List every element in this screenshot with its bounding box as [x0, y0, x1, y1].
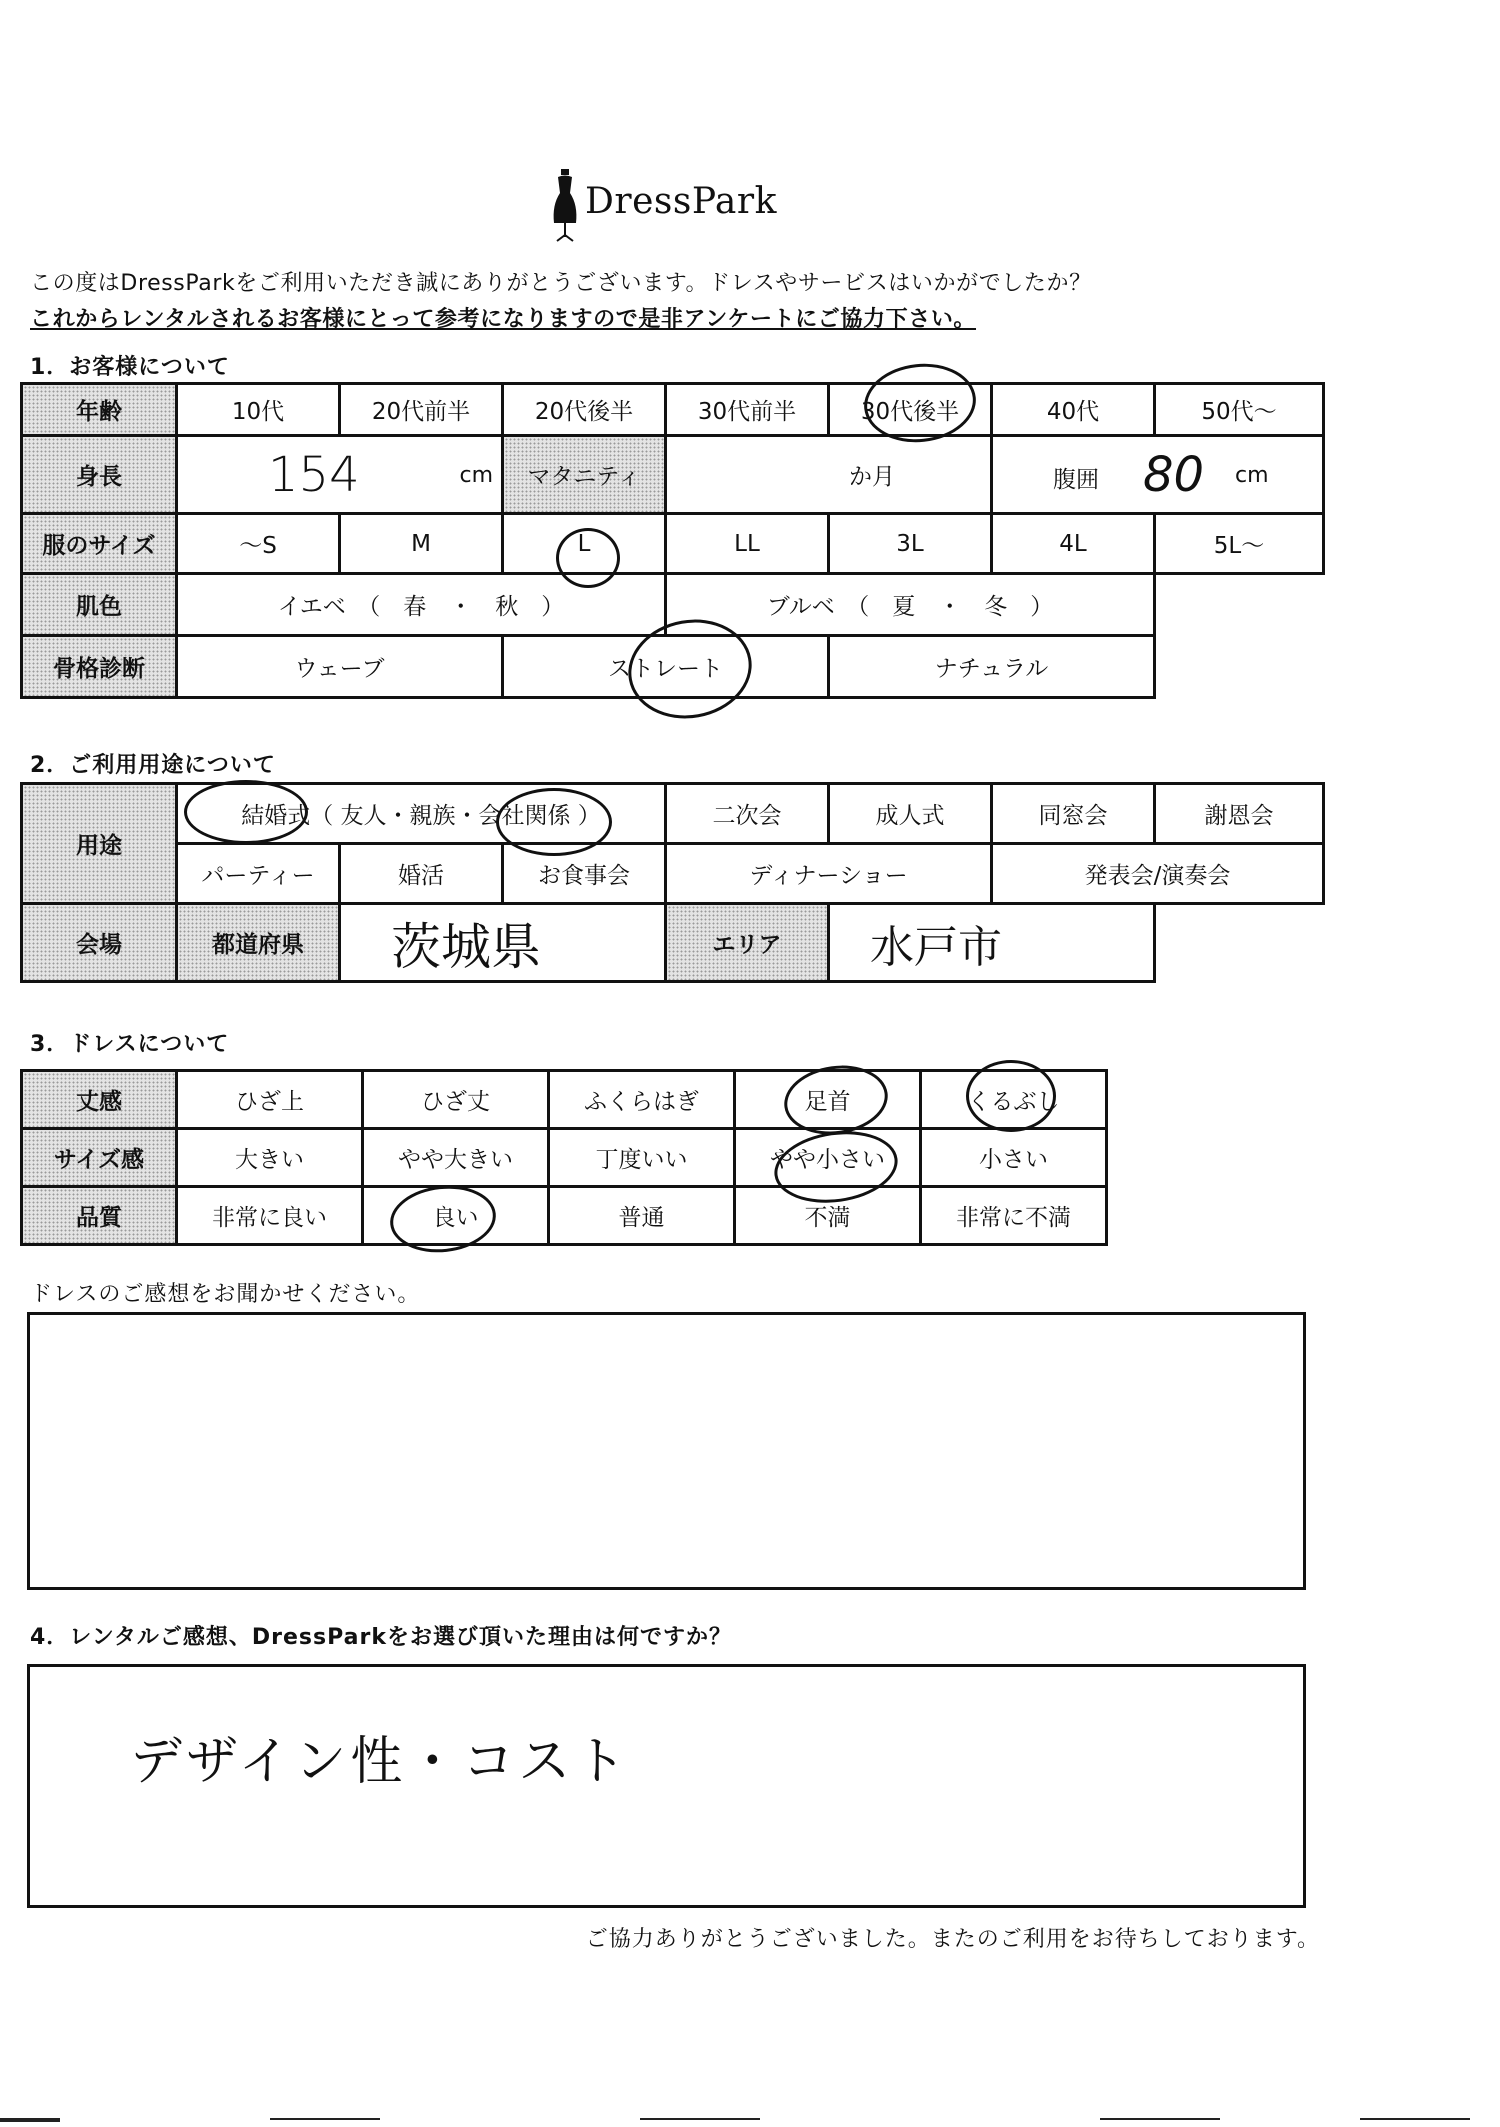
- brand-name: DressPark: [585, 181, 777, 222]
- purpose-option[interactable]: 婚活: [340, 844, 503, 904]
- size-row: [22, 514, 1324, 574]
- brand-logo: [545, 165, 805, 245]
- age-option[interactable]: 40代: [992, 384, 1155, 436]
- prefecture-value: 茨城県: [391, 917, 541, 976]
- age-option[interactable]: 30代前半: [666, 384, 829, 436]
- skin-label: 肌色: [22, 574, 177, 636]
- purpose-option[interactable]: ディナーショー: [666, 844, 992, 904]
- section-4-title: 4．レンタルご感想、DressParkをお選び頂いた理由は何ですか？: [30, 1625, 732, 1650]
- age-option[interactable]: 20代前半: [340, 384, 503, 436]
- fit-option[interactable]: 小さい: [921, 1129, 1107, 1187]
- fit-option[interactable]: やや大きい: [363, 1129, 549, 1187]
- height-value: 154: [268, 447, 360, 503]
- waist-label: 腹囲: [1053, 467, 1099, 493]
- area-field[interactable]: [829, 904, 1155, 982]
- frame-label: 骨格診断: [22, 636, 177, 698]
- body-row: [22, 436, 1324, 514]
- fit-option[interactable]: 丁度いい: [549, 1129, 735, 1187]
- selection-circle: [496, 788, 612, 856]
- length-row: [22, 1071, 1107, 1129]
- purpose-option[interactable]: 同窓会: [992, 784, 1155, 844]
- length-option-selected[interactable]: 足首: [735, 1071, 921, 1129]
- venue-label: 会場: [22, 904, 177, 982]
- quality-option-selected[interactable]: 良い: [363, 1187, 549, 1245]
- height-field[interactable]: [177, 436, 503, 514]
- size-option-selected[interactable]: L: [503, 514, 666, 574]
- height-unit: cm: [459, 463, 493, 488]
- fit-row: [22, 1129, 1107, 1187]
- quality-row: [22, 1187, 1107, 1245]
- fit-option[interactable]: 大きい: [177, 1129, 363, 1187]
- purpose-option[interactable]: 成人式: [829, 784, 992, 844]
- purpose-option[interactable]: 謝恩会: [1155, 784, 1324, 844]
- size-option[interactable]: ～S: [177, 514, 340, 574]
- dress-table: [20, 1069, 1108, 1246]
- length-option[interactable]: ひざ丈: [363, 1071, 549, 1129]
- age-option[interactable]: 50代～: [1155, 384, 1324, 436]
- size-option[interactable]: LL: [666, 514, 829, 574]
- maternity-label: マタニティ: [503, 436, 666, 514]
- section-2-title: 2．ご利用用途について: [30, 753, 276, 778]
- section-3-title: 3．ドレスについて: [30, 1032, 230, 1057]
- frame-option-selected[interactable]: ストレート: [503, 636, 829, 698]
- purpose-option[interactable]: 発表会/演奏会: [992, 844, 1324, 904]
- area-label: エリア: [666, 904, 829, 982]
- purpose-option[interactable]: 二次会: [666, 784, 829, 844]
- dress-form-icon: [545, 165, 585, 245]
- selection-circle: [556, 528, 620, 588]
- impression-prompt: ドレスのご感想をお聞かせください。: [30, 1282, 421, 1307]
- age-label: 年齢: [22, 384, 177, 436]
- quality-option[interactable]: 普通: [549, 1187, 735, 1245]
- skin-option-yellow[interactable]: イエベ （ 春 ・ 秋 ）: [177, 574, 666, 636]
- selection-circle: [184, 780, 308, 844]
- reason-answer: デザイン性・コスト: [130, 1732, 631, 1792]
- height-label: 身長: [22, 436, 177, 514]
- size-option[interactable]: 4L: [992, 514, 1155, 574]
- quality-option[interactable]: 不満: [735, 1187, 921, 1245]
- venue-row: [22, 904, 1324, 982]
- quality-option[interactable]: 非常に不満: [921, 1187, 1107, 1245]
- length-label: 丈感: [22, 1071, 177, 1129]
- purpose-option[interactable]: パーティー: [177, 844, 340, 904]
- impression-answer-box[interactable]: [27, 1312, 1306, 1590]
- section-1-title: 1．お客様について: [30, 355, 230, 380]
- purpose-label: 用途: [22, 784, 177, 904]
- prefecture-field[interactable]: [340, 904, 666, 982]
- size-option[interactable]: M: [340, 514, 503, 574]
- area-value: 水戸市: [870, 921, 1002, 973]
- length-option[interactable]: ふくらはぎ: [549, 1071, 735, 1129]
- length-option-selected[interactable]: くるぶし: [921, 1071, 1107, 1129]
- size-label: 服のサイズ: [22, 514, 177, 574]
- age-row: [22, 384, 1324, 436]
- waist-field[interactable]: [992, 436, 1324, 514]
- fit-label: サイズ感: [22, 1129, 177, 1187]
- age-option-selected[interactable]: 30代後半: [829, 384, 992, 436]
- waist-unit: cm: [1235, 463, 1269, 488]
- frame-option[interactable]: ナチュラル: [829, 636, 1155, 698]
- fit-option-selected[interactable]: やや小さい: [735, 1129, 921, 1187]
- selection-circle: [966, 1060, 1056, 1132]
- length-option[interactable]: ひざ上: [177, 1071, 363, 1129]
- frame-option[interactable]: ウェーブ: [177, 636, 503, 698]
- skin-option-blue[interactable]: ブルベ （ 夏 ・ 冬 ）: [666, 574, 1155, 636]
- age-option[interactable]: 20代後半: [503, 384, 666, 436]
- intro-line-1: この度はDressParkをご利用いただき誠にありがとうございます。ドレスやサービスはいかがでしたか？: [30, 271, 1092, 296]
- quality-label: 品質: [22, 1187, 177, 1245]
- reason-answer-box[interactable]: [27, 1664, 1306, 1908]
- footer-thanks: ご協力ありがとうございました。またのご利用をお待ちしております。: [585, 1927, 1320, 1952]
- waist-value: 80: [1143, 447, 1205, 503]
- purpose-row-2: [22, 844, 1324, 904]
- age-option[interactable]: 10代: [177, 384, 340, 436]
- prefecture-label: 都道府県: [177, 904, 340, 982]
- intro-line-2: これからレンタルされるお客様にとって参考になりますので是非アンケートにご協力下さい。: [30, 307, 977, 332]
- purpose-option-wedding[interactable]: 結婚式（ 友人・親族・会社関係 ）: [177, 784, 666, 844]
- quality-option[interactable]: 非常に良い: [177, 1187, 363, 1245]
- maternity-unit: か月: [849, 464, 895, 490]
- size-option[interactable]: 5L～: [1155, 514, 1324, 574]
- maternity-field[interactable]: [666, 436, 992, 514]
- size-option[interactable]: 3L: [829, 514, 992, 574]
- purpose-option[interactable]: お食事会: [503, 844, 666, 904]
